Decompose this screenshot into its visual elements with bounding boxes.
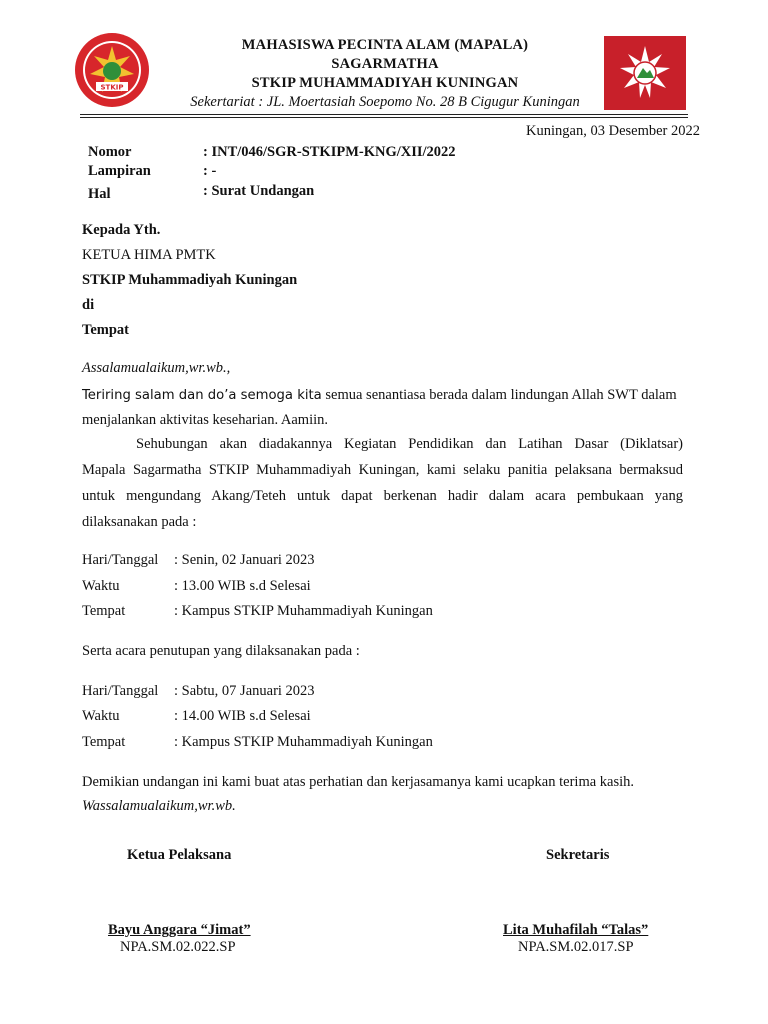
letterhead-address: Sekertariat : JL. Moertasiah Soepomo No. 28 B Cigugur Kuningan: [190, 94, 580, 110]
recipient-place: Tempat: [82, 322, 129, 338]
opening-value-place: : Kampus STKIP Muhammadiyah Kuningan: [174, 603, 433, 619]
meta-value-lampiran: : -: [203, 163, 217, 179]
closing-value-time: : 14.00 WIB s.d Selesai: [174, 708, 311, 724]
opening-label-place: Tempat: [82, 603, 126, 619]
signature-left-name: Bayu Anggara “Jimat”: [108, 922, 251, 938]
letterhead-divider-thin: [80, 117, 688, 118]
recipient-title: KETUA HIMA PMTK: [82, 247, 216, 263]
letterhead-unit: SAGARMATHA: [331, 56, 439, 72]
paragraph-2-line-1: Sehubungan akan diadakannya Kegiatan Pendidikan dan Latihan Dasar (Diklatsar): [136, 436, 683, 452]
svg-text:STKIP: STKIP: [100, 83, 124, 92]
closing-value-date: : Sabtu, 07 Januari 2023: [174, 683, 315, 699]
closing-value-place: : Kampus STKIP Muhammadiyah Kuningan: [174, 734, 433, 750]
paragraph-2-line-4: dilaksanakan pada :: [82, 514, 197, 530]
letterhead-org: MAHASISWA PECINTA ALAM (MAPALA): [241, 37, 529, 53]
closing-statement: Demikian undangan ini kami buat atas perhatian dan kerjasamanya kami ucapkan terima kasih.: [82, 774, 635, 790]
signature-right-id: NPA.SM.02.017.SP: [518, 939, 634, 955]
greeting: Assalamualaikum,wr.wb.,: [82, 360, 231, 376]
letter-date: Kuningan, 03 Desember 2022: [526, 123, 700, 139]
closing-intro: Serta acara penutupan yang dilaksanakan pada :: [82, 643, 360, 659]
signature-left-id: NPA.SM.02.022.SP: [120, 939, 236, 955]
meta-value-hal: : Surat Undangan: [203, 183, 315, 199]
signature-right-name: Lita Muhafilah “Talas”: [503, 922, 649, 938]
meta-label-hal: Hal: [88, 186, 111, 202]
letterhead-institution: STKIP MUHAMMADIYAH KUNINGAN: [251, 75, 519, 91]
paragraph-2-line-3: untuk mengundang Akang/Teteh untuk dapat berkenan hadir dalam acara pembukaan yang: [82, 488, 683, 504]
paragraph-1-line-2: menjalankan aktivitas keseharian. Aamiin.: [82, 412, 329, 428]
opening-label-time: Waktu: [82, 578, 120, 594]
opening-value-time: : 13.00 WIB s.d Selesai: [174, 578, 311, 594]
stkip-logo: [74, 32, 150, 108]
recipient-institution: STKIP Muhammadiyah Kuningan: [82, 272, 298, 288]
opening-label-date: Hari/Tanggal: [82, 552, 159, 568]
recipient-salutation: Kepada Yth.: [82, 222, 161, 238]
closing-label-place: Tempat: [82, 734, 126, 750]
letterhead-divider: [80, 114, 688, 115]
farewell: Wassalamualaikum,wr.wb.: [82, 798, 236, 814]
meta-label-nomor: Nomor: [88, 144, 132, 160]
closing-label-time: Waktu: [82, 708, 120, 724]
paragraph-1-line-1: Teriring salam dan do’a semoga kita semua senantiasa berada dalam lindungan Allah SWT dalam: [82, 387, 677, 403]
signature-right-role: Sekretaris: [546, 847, 610, 863]
paragraph-2-line-2: Mapala Sagarmatha STKIP Muhammadiyah Kuningan, kami selaku panitia pelaksana bermaksud: [82, 462, 683, 478]
meta-label-lampiran: Lampiran: [88, 163, 151, 179]
opening-value-date: : Senin, 02 Januari 2023: [174, 552, 315, 568]
meta-value-nomor: : INT/046/SGR-STKIPM-KNG/XII/2022: [203, 144, 456, 160]
closing-label-date: Hari/Tanggal: [82, 683, 159, 699]
signature-left-role: Ketua Pelaksana: [127, 847, 232, 863]
recipient-di: di: [82, 297, 95, 313]
